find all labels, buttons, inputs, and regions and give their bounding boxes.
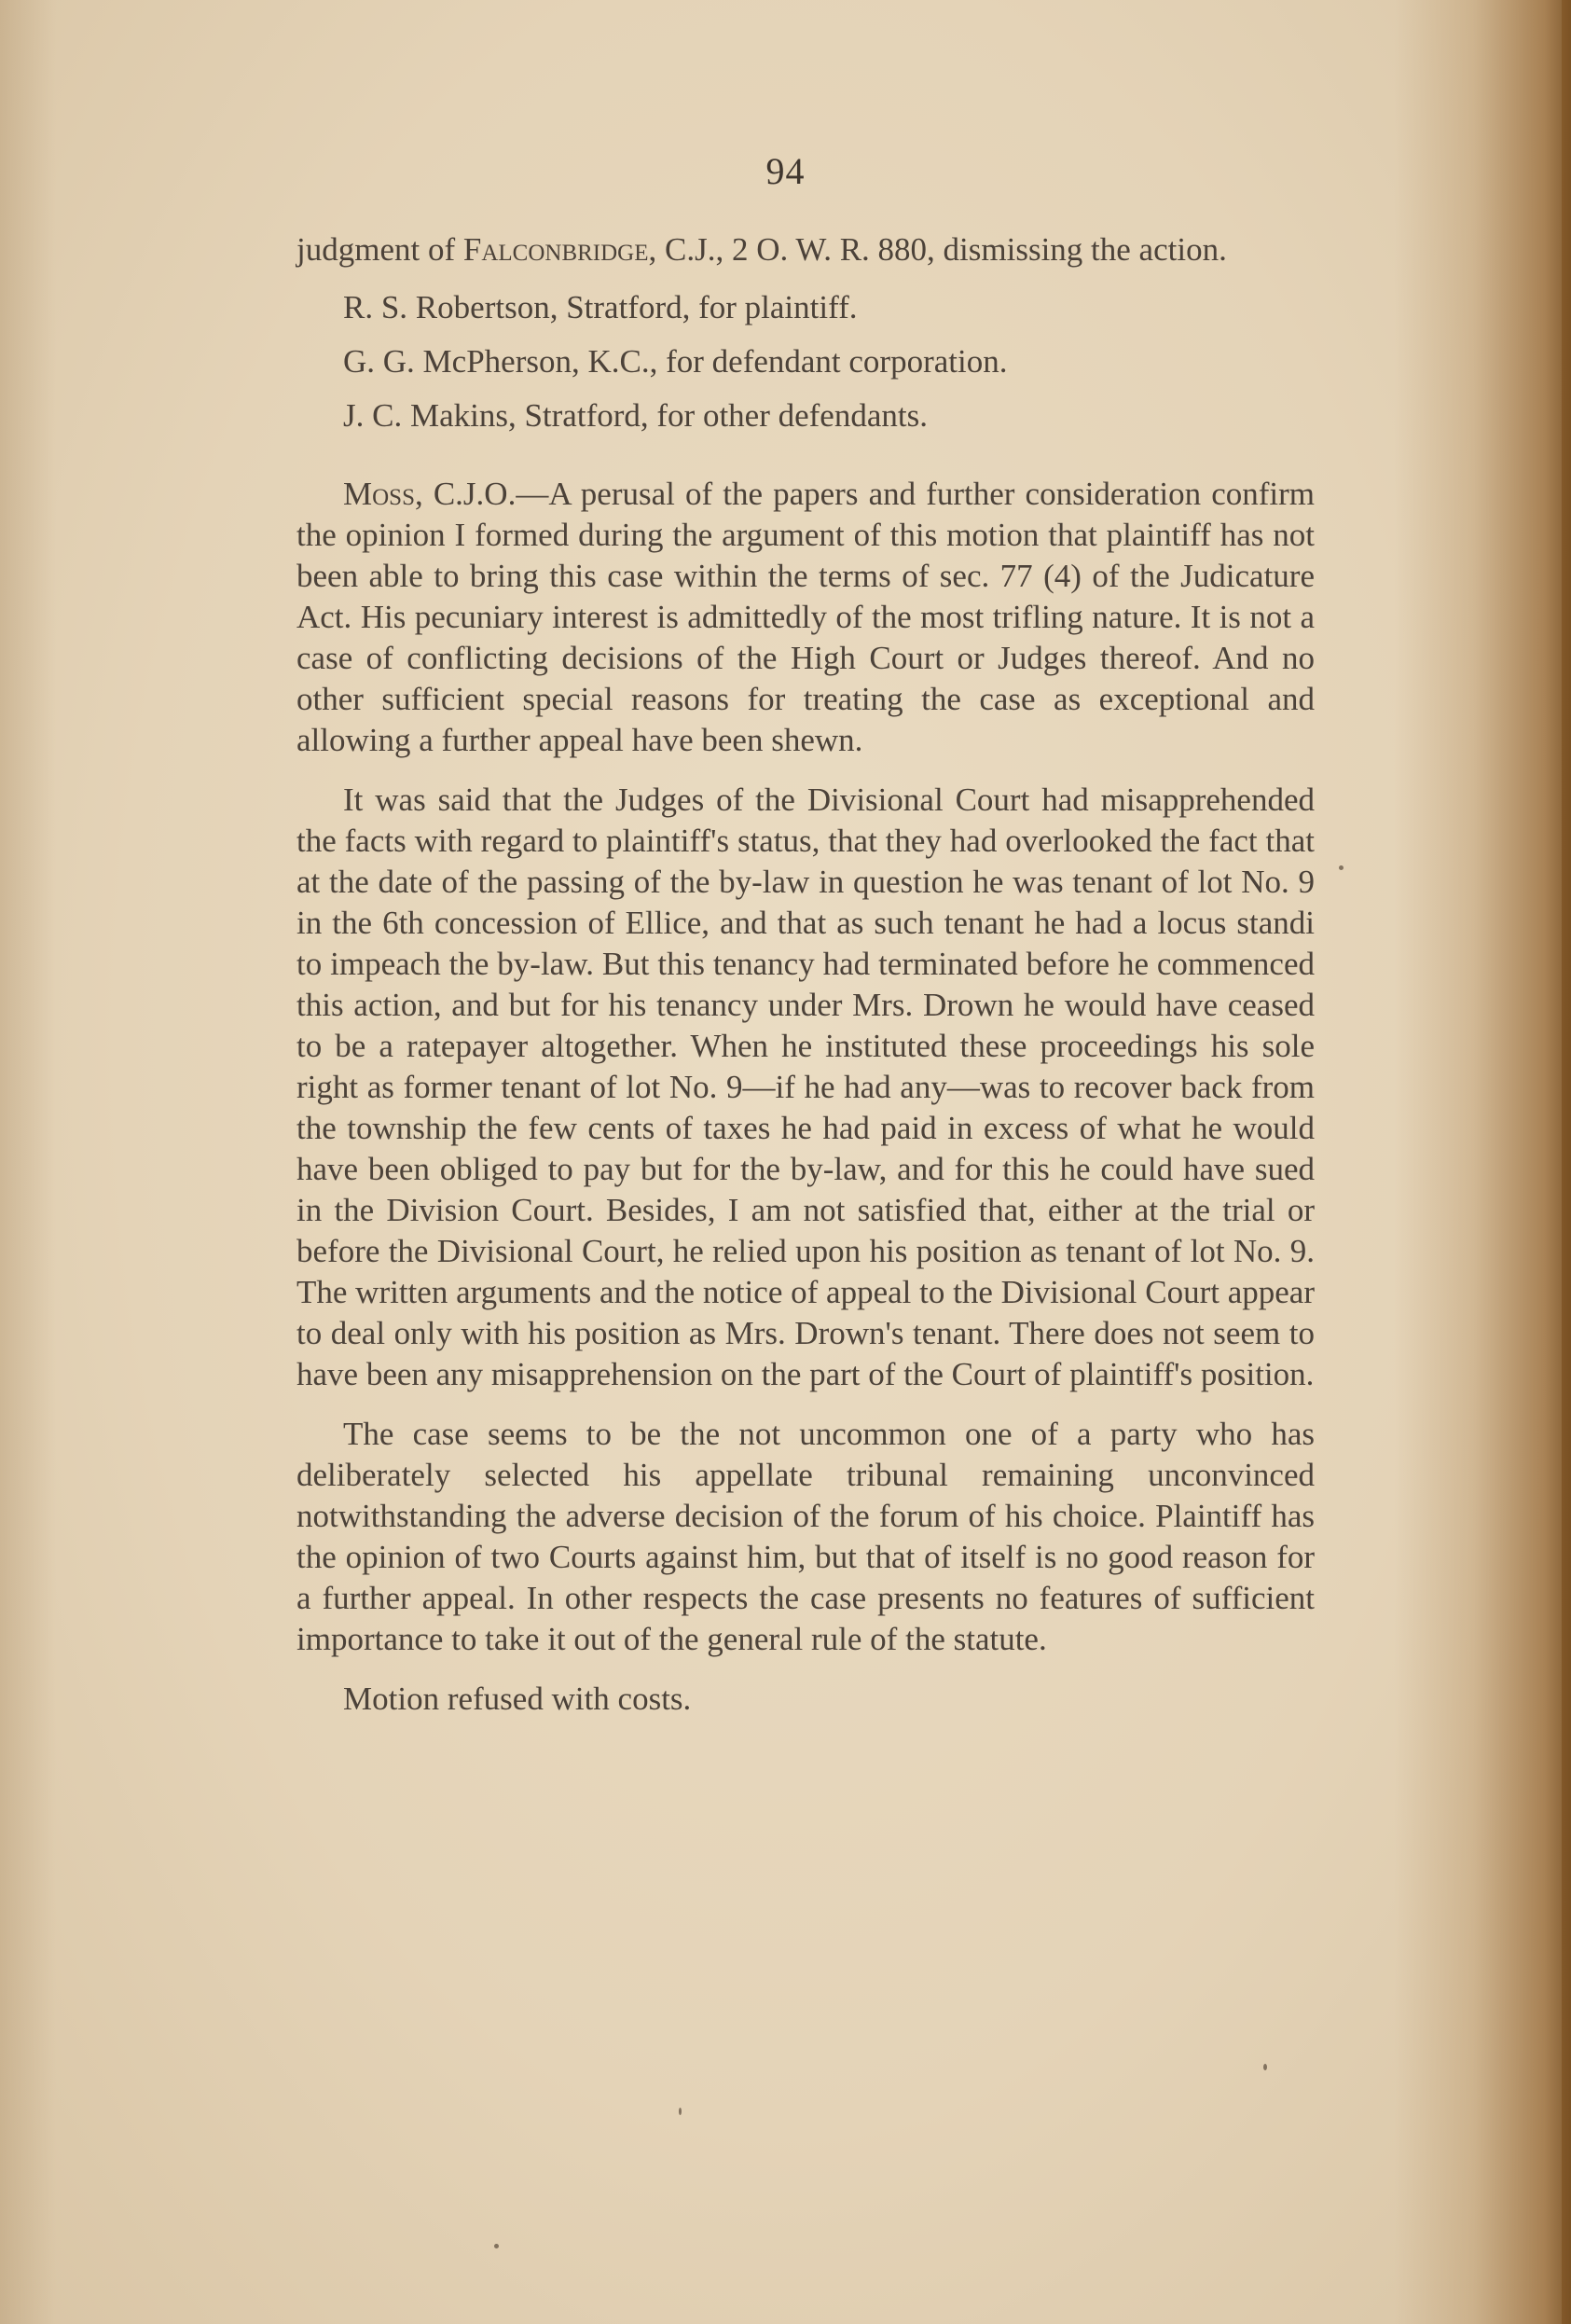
paper-speck <box>494 2244 499 2248</box>
opinion-paragraph-2: It was said that the Judges of the Divisional Court had misapprehended the facts with regard to plaintiff's status, that they had overlooked the fact that at the date of the passing of the by-law in question he was tenant of lot No. 9 in the 6th concession of Ellice, and that as such tenant he had a locus standi to impeach the by-law. But this tenancy had terminated before he commenced this action, and but for his tenancy under Mrs. Drown he would have ceased to be a ratepayer altogether. When he instituted these proceedings his sole right as former tenant of lot No. 9—if he had any—was to recover back from the township the few cents of taxes he had paid in excess of what he would have been obliged to pay but for the by-law, and for this he could have sued in the Division Court. Besides, I am not satisfied that, either at the trial or before the Divisional Court, he relied upon his position as tenant of lot No. 9. The written arguments and the notice of appeal to the Divisional Court appear to deal only with his position as Mrs. Drown's tenant. There does not seem to have been any misapprehension on the part of the Court of plaintiff's position. <box>296 782 1315 1392</box>
page-number: 94 <box>765 150 806 192</box>
judge-name: Falconbridge <box>462 231 649 268</box>
opinion-paragraph-1 <box>296 474 1315 761</box>
opinion-paragraph-3: The case seems to be the not uncommon one of a party who has deliberately selected his appellate tribunal remaining unconvinced notwithstanding the adverse decision of the forum of his choice. Plaintiff has the opinion of two Courts against him, but that of itself is no good reason for a further appeal. In other respects the case presents no features of sufficient importance to take it out of the general rule of the statute. <box>296 1416 1315 1657</box>
page-edge-shadow <box>1562 0 1571 2324</box>
opinion-author: Moss, C.J.O. <box>343 476 517 512</box>
paper-speck <box>1339 865 1344 870</box>
paper-speck <box>1263 2064 1267 2070</box>
intro-text-after: , C.J., 2 O. W. R. 880, dismissing the action. <box>648 231 1227 268</box>
paper-speck <box>679 2108 682 2115</box>
opinion-paragraph-1-text: —A perusal of the papers and further consideration confirm the opinion I formed during the argument of this motion that plaintiff has not been able to bring this case within the terms of sec. 77 (4) of the Judicature Act. His pecuniary interest is admittedly of the most trifling nature. It is not a case of conflicting decisions of the High Court or Judges thereof. And no other sufficient special reasons for treating the case as exceptional and allowing a further appeal have been shewn. <box>296 476 1315 758</box>
counsel-defendant-corporation: G. G. McPherson, K.C., for defendant corporation. <box>343 343 1008 380</box>
disposition: Motion refused with costs. <box>343 1681 692 1717</box>
intro-text-before: judgment of <box>296 231 463 268</box>
counsel-plaintiff: R. S. Robertson, Stratford, for plaintiff. <box>343 289 858 325</box>
intro-paragraph <box>296 229 1315 270</box>
body-text <box>296 229 1315 1720</box>
counsel-other-defendants: J. C. Makins, Stratford, for other defendants. <box>343 397 928 434</box>
